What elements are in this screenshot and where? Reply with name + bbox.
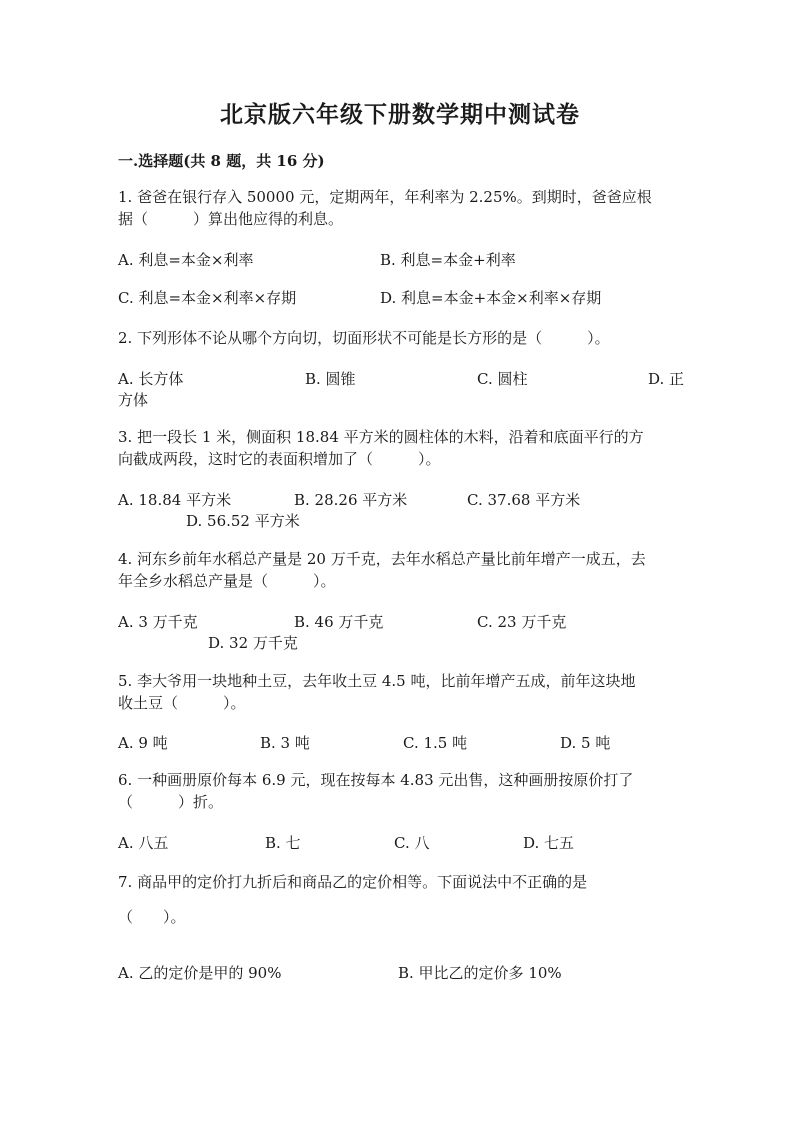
q3-option-c: C. 37.68 平方米 [467, 491, 581, 509]
q5-option-b: B. 3 吨 [260, 734, 310, 752]
question-7 [118, 871, 587, 893]
q4-option-a: A. 3 万千克 [118, 613, 198, 631]
question-5-line-2: 收土豆（ ）。 [118, 694, 246, 712]
question-2 [118, 327, 610, 349]
q3-option-d: D. 56.52 平方米 [186, 512, 300, 530]
q5-option-c: C. 1.5 吨 [403, 734, 468, 752]
q3-option-b: B. 28.26 平方米 [294, 491, 408, 509]
question-6-line-1: 6. 一种画册原价每本 6.9 元，现在按每本 4.83 元出售，这种画册按原价打了 [118, 771, 634, 789]
question-3-line-2: 向截成两段，这时它的表面积增加了（ ）。 [118, 450, 441, 468]
question-7-line-2: （ ）。 [118, 908, 186, 926]
q1-option-c: C. 利息=本金×利率×存期 [118, 289, 297, 307]
q4-option-b: B. 46 万千克 [294, 613, 384, 631]
question-5-line-1: 5. 李大爷用一块地种土豆，去年收土豆 4.5 吨，比前年增产五成，前年这块地 [118, 672, 636, 690]
q4-option-d: D. 32 万千克 [208, 634, 298, 652]
question-4-line-2: 年全乡水稻总产量是（ ）。 [118, 572, 336, 590]
q2-option-d-wrap: 方体 [118, 391, 149, 409]
q1-option-a: A. 利息=本金×利率 [118, 251, 254, 269]
question-3-line-1: 3. 把一段长 1 米，侧面积 18.84 平方米的圆柱体的木料，沿着和底面平行的方 [118, 428, 644, 446]
section-heading: 一.选择题(共 8 题，共 16 分) [118, 152, 325, 170]
q5-option-a: A. 9 吨 [118, 734, 168, 752]
q1-option-b: B. 利息=本金+利率 [380, 251, 516, 269]
q6-option-a: A. 八五 [118, 834, 169, 852]
page-title: 北京版六年级下册数学期中测试卷 [220, 101, 580, 128]
q3-option-a: A. 18.84 平方米 [118, 491, 232, 509]
question-6 [118, 769, 633, 813]
q7-option-b: B. 甲比乙的定价多 10% [398, 964, 562, 982]
q7-option-a: A. 乙的定价是甲的 90% [118, 964, 282, 982]
q5-option-d: D. 5 吨 [560, 734, 611, 752]
question-3 [118, 426, 644, 470]
q4-option-c: C. 23 万千克 [477, 613, 567, 631]
q2-option-a: A. 长方体 [118, 370, 184, 388]
q6-option-c: C. 八 [394, 834, 430, 852]
q1-option-d: D. 利息=本金+本金×利率×存期 [380, 289, 602, 307]
question-1 [118, 186, 652, 230]
question-6-line-2: （ ）折。 [118, 793, 224, 811]
question-1-line-2: 据（ ）算出他应得的利息。 [118, 210, 344, 228]
question-4 [118, 548, 646, 592]
question-1-line-1: 1. 爸爸在银行存入 50000 元，定期两年，年利率为 2.25%。到期时，爸爸应根 [118, 188, 652, 206]
q2-option-b: B. 圆锥 [305, 370, 356, 388]
q6-option-d: D. 七五 [523, 834, 575, 852]
q2-option-d: D. 正 [648, 370, 685, 388]
question-4-line-1: 4. 河东乡前年水稻总产量是 20 万千克，去年水稻总产量比前年增产一成五，去 [118, 550, 646, 568]
question-7-line-1: 7. 商品甲的定价打九折后和商品乙的定价相等。下面说法中不正确的是 [118, 873, 588, 891]
question-2-line-1: 2. 下列形体不论从哪个方向切，切面形状不可能是长方形的是（ ）。 [118, 329, 610, 347]
question-5 [118, 670, 635, 714]
q2-option-c: C. 圆柱 [477, 370, 528, 388]
q6-option-b: B. 七 [265, 834, 301, 852]
